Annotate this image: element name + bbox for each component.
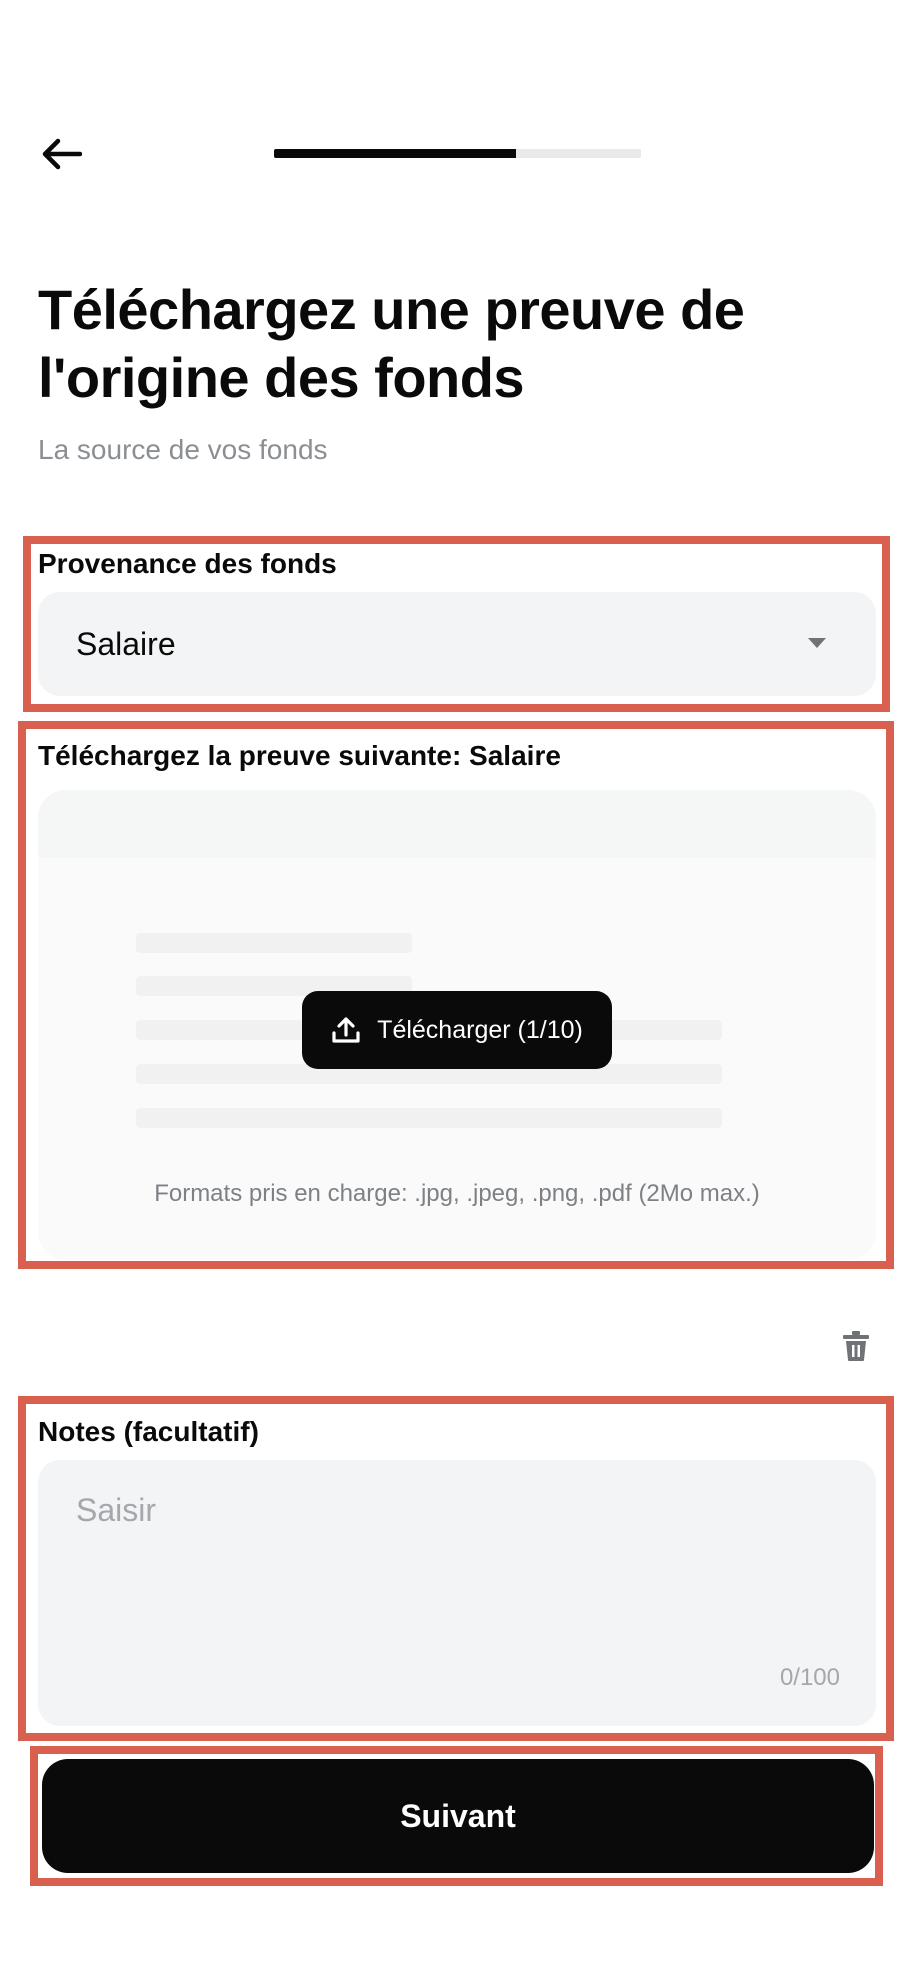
- upload-button-label: Télécharger (1/10): [377, 1015, 583, 1044]
- upload-button[interactable]: [302, 991, 612, 1069]
- upload-section-label: Téléchargez la preuve suivante: Salaire: [38, 740, 561, 771]
- page-subtitle: La source de vos fonds: [38, 434, 328, 465]
- caret-down-icon: [808, 638, 826, 648]
- source-select[interactable]: [38, 592, 876, 696]
- arrow-left-icon: [42, 138, 82, 170]
- notes-placeholder: Saisir: [76, 1492, 157, 1528]
- back-button[interactable]: [38, 130, 86, 178]
- next-button[interactable]: [42, 1759, 874, 1873]
- progress-bar: [274, 149, 641, 158]
- document-placeholder-line: [136, 933, 412, 953]
- page-title: Téléchargez une preuve de l'origine des fonds: [38, 278, 745, 409]
- document-placeholder-header: [38, 790, 876, 858]
- notes-character-counter: 0/100: [779, 1664, 840, 1691]
- notes-textarea[interactable]: [38, 1460, 876, 1726]
- trash-icon: [842, 1330, 870, 1362]
- delete-button[interactable]: [836, 1326, 876, 1366]
- next-button-label: Suivant: [400, 1797, 516, 1834]
- notes-label: Notes (facultatif): [38, 1416, 259, 1447]
- supported-formats-text: Formats pris en charge: .jpg, .jpeg, .png, .pdf (2Mo max.): [154, 1180, 760, 1207]
- source-field-label: Provenance des fonds: [38, 548, 337, 579]
- progress-fill: [274, 149, 516, 158]
- upload-dropzone[interactable]: [38, 790, 876, 1260]
- upload-icon: [331, 1016, 361, 1044]
- document-placeholder-line: [136, 1108, 722, 1128]
- source-select-value: Salaire: [76, 625, 176, 662]
